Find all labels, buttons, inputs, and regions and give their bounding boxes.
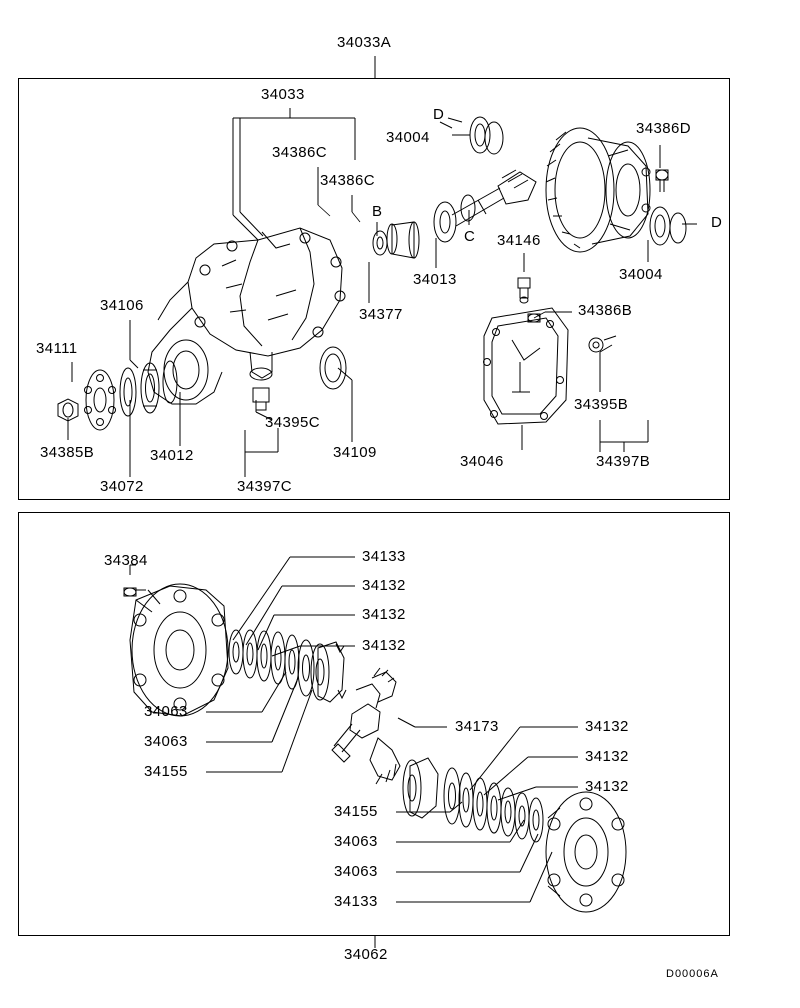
label-34386b: 34386B [578,302,633,319]
label-34133-lower: 34133 [334,893,378,910]
label-34132-3: 34132 [362,637,406,654]
label-34063-3: 34063 [334,833,378,850]
label-34013: 34013 [413,271,457,288]
label-b: B [372,203,383,220]
label-34132-1: 34132 [362,577,406,594]
top-panel-title: 34033A [337,34,392,51]
label-34133-upper: 34133 [362,548,406,565]
label-34046: 34046 [460,453,504,470]
label-34386d: 34386D [636,120,691,137]
label-34063-4: 34063 [334,863,378,880]
label-34012: 34012 [150,447,194,464]
label-34004-top: 34004 [386,129,430,146]
label-34386c-lower: 34386C [320,172,375,189]
label-d-right: D [711,214,723,231]
label-34397b: 34397B [596,453,651,470]
label-34132-4: 34132 [585,718,629,735]
label-34173: 34173 [455,718,499,735]
label-34111: 34111 [36,340,78,357]
label-34004-right: 34004 [619,266,663,283]
label-34146: 34146 [497,232,541,249]
label-34132-6: 34132 [585,778,629,795]
label-34384: 34384 [104,552,148,569]
label-34106: 34106 [100,297,144,314]
bottom-panel-title: 34062 [344,946,388,963]
label-34063-1: 34063 [144,703,188,720]
label-34132-5: 34132 [585,748,629,765]
top-panel-frame [18,78,730,500]
label-34033: 34033 [261,86,305,103]
label-d-top: D [433,106,445,123]
label-34155-2: 34155 [334,803,378,820]
label-34395b: 34395B [574,396,629,413]
label-34155-1: 34155 [144,763,188,780]
drawing-code: D00006A [666,968,719,980]
label-34109: 34109 [333,444,377,461]
label-34132-2: 34132 [362,606,406,623]
label-34395c: 34395C [265,414,320,431]
label-34377: 34377 [359,306,403,323]
label-34063-2: 34063 [144,733,188,750]
label-34072: 34072 [100,478,144,495]
label-34397c: 34397C [237,478,292,495]
label-c: C [464,228,476,245]
label-34386c-upper: 34386C [272,144,327,161]
label-34385b: 34385B [40,444,95,461]
